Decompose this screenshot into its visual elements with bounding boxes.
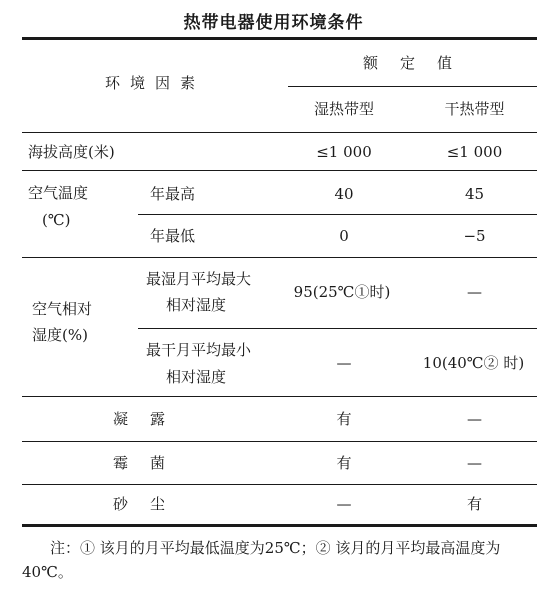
header-dry-type: 干热带型	[444, 100, 505, 118]
altitude-bottom-rule	[22, 170, 537, 171]
humidity-wet-label-line1: 最湿月平均最大	[146, 270, 252, 288]
humidity-wet-humid-value: 95(25℃①时)	[293, 283, 391, 301]
bottom-rule	[22, 524, 537, 527]
condensation-dry-value: —	[467, 410, 482, 428]
temp-min-dry-value: −5	[463, 227, 486, 245]
humidity-dry-dry-value: 10(40℃② 时)	[422, 354, 525, 372]
humidity-wet-dry-value: —	[467, 283, 482, 301]
humidity-dry-humid-value: —	[336, 354, 352, 372]
humidity-dry-label-line2: 相对湿度	[166, 368, 227, 386]
humidity-label-line1: 空气相对	[32, 300, 93, 318]
temp-max-label: 年最高	[150, 185, 196, 203]
table-title: 热带电器使用环境条件	[183, 13, 364, 33]
rated-subheader-rule	[288, 86, 537, 87]
sand-dry-value: 有	[466, 495, 482, 513]
temp-min-label: 年最低	[150, 227, 196, 245]
air-temp-label-line1: 空气温度	[28, 184, 89, 202]
humidity-bottom-rule	[22, 396, 537, 397]
humidity-inner-rule	[138, 328, 537, 329]
sand-humid-value: —	[336, 495, 352, 513]
temp-min-humid-value: 0	[339, 227, 349, 245]
header-factor: 环境因素	[104, 74, 205, 92]
temp-bottom-rule	[22, 257, 537, 258]
top-rule	[22, 37, 537, 40]
mold-bottom-rule	[22, 484, 537, 485]
header-bottom-rule	[22, 132, 537, 133]
sand-label: 砂尘	[112, 495, 187, 513]
altitude-dry-value: ≤1 000	[446, 143, 503, 161]
condensation-bottom-rule	[22, 441, 537, 442]
altitude-label: 海拔高度(米)	[28, 143, 115, 161]
footnote: 注：① 该月的月平均最低温度为25℃；② 该月的月平均最高温度为40℃。	[22, 539, 501, 581]
temp-inner-rule	[138, 214, 537, 215]
condensation-label: 凝露	[112, 410, 187, 428]
header-humid-type: 湿热带型	[313, 100, 374, 118]
mold-humid-value: 有	[336, 454, 352, 472]
temp-max-humid-value: 40	[334, 185, 354, 203]
humidity-wet-label-line2: 相对湿度	[166, 296, 227, 314]
humidity-dry-label-line1: 最干月平均最小	[146, 341, 252, 359]
air-temp-label-line2: (℃)	[42, 211, 71, 229]
mold-label: 霉菌	[112, 454, 187, 472]
temp-max-dry-value: 45	[464, 185, 485, 203]
humidity-label-line2: 湿度(%)	[32, 326, 88, 344]
altitude-humid-value: ≤1 000	[316, 143, 372, 161]
mold-dry-value: —	[467, 454, 482, 472]
header-rated: 额定值	[362, 54, 474, 72]
condensation-humid-value: 有	[336, 410, 352, 428]
